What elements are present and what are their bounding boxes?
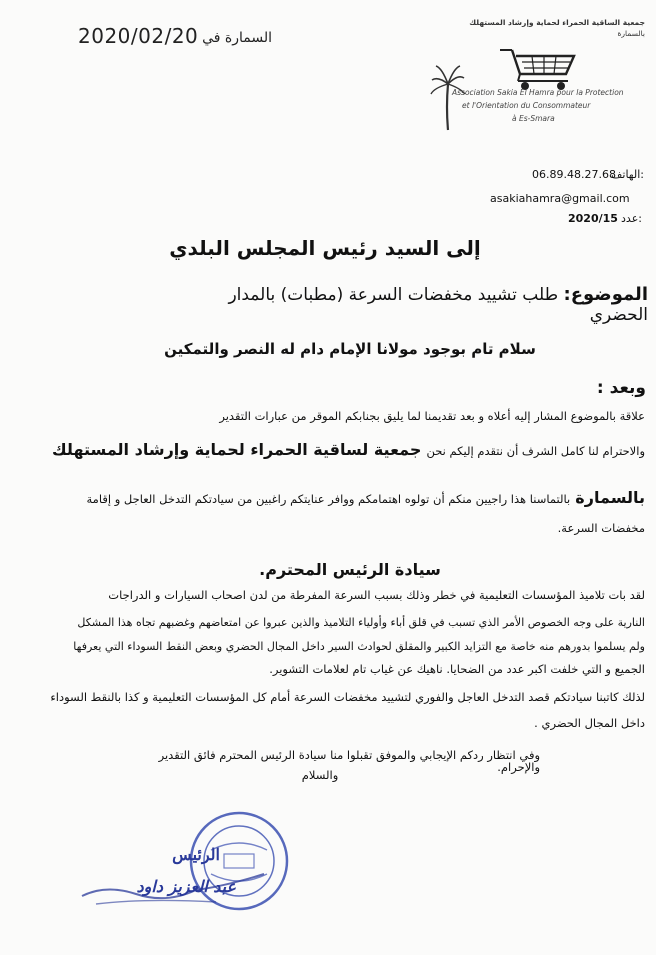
- assoc-name-ar-2: بالسمارة: [617, 29, 645, 38]
- honorific: سيادة الرئيس المحترم.: [259, 560, 441, 579]
- assoc-name-ar-1: جمعية الساقية الحمراء لحماية وإرشاد المستهلك: [469, 18, 645, 27]
- assoc-name-fr-3: à Es-Smara: [512, 114, 555, 123]
- assoc-name-fr-1: Association Sakia El Hamra pour la Protection: [452, 88, 624, 97]
- greeting: سلام تام بوجود مولانا الإمام دام له النصر والتمكين: [164, 340, 536, 358]
- subject-text: طلب تشييد مخفضات السرعة (مطبات) بالمدار الحضري: [228, 285, 648, 325]
- signature-name: عبد العزيز داود: [136, 877, 236, 896]
- city-name-inline: بالسمارة: [575, 488, 645, 507]
- paragraph-2-line-1: لقد بات تلاميذ المؤسسات التعليمية في خطر وذلك بسبب السرعة المفرطة من لدن اصحاب السيارات و الدراجات: [108, 588, 645, 602]
- paragraph-1-line-3: [30, 488, 645, 507]
- palm-tree-logo-icon: [430, 62, 466, 132]
- paragraph-1-line-1: علاقة بالموضوع المشار إليه أعلاه و بعد تقديمنا لما يليق بجنابكم الموقر من عبارات التقدير: [219, 409, 645, 423]
- paragraph-3-line-1: لذلك كاتبنا سيادتكم قصد التدخل العاجل والفوري لتشييد مخفضات السرعة أمام كل المؤسسات التعليمية و كذا بالنقط السوداء: [50, 690, 645, 704]
- paragraph-2-line-2: النارية على وجه الخصوص الأمر الذي تسبب في قلق أباء وأولياء التلاميذ والذين عبروا عن امتعاضهم وغضبهم تجاه هذا المشكل: [77, 616, 645, 629]
- paragraph-1-line-4: مخفضات السرعة.: [557, 521, 645, 535]
- paragraph-2-line-4: الجميع و التي خلفت اكبر عدد من الضحايا. ناهيك عن غياب تام لعلامات التشوير.: [269, 662, 645, 676]
- reference-label: عدد:: [621, 212, 642, 225]
- opening: وبعد :: [596, 378, 646, 398]
- phone-label: الهاتف:: [611, 168, 644, 181]
- handwritten-signature-icon: [76, 860, 276, 910]
- subject-line: [200, 284, 648, 325]
- reference-number: 2020/15: [568, 212, 618, 225]
- shopping-cart-logo-icon: [498, 46, 580, 92]
- paragraph-1-line-2-start: والاحترام لنا كامل الشرف أن نتقدم إليكم نحن: [426, 444, 645, 458]
- paragraph-1-line-2: [52, 440, 645, 459]
- email-address: asakiahamra@gmail.com: [490, 192, 630, 205]
- assoc-name-fr-2: et l'Orientation du Consommateur: [462, 101, 591, 110]
- paragraph-1-line-3-rest: بالتماسنا هذا راجيين منكم أن تولوه اهتمامكم ووافر عنايتكم راغبين من سيادتكم التدخل العاجل و إقامة: [86, 492, 571, 506]
- paragraph-2-line-3: ولم يسلموا بدورهم منه خاصة مع التزايد الكبير والمقلق لحوادث السير داخل المجال الحضري وبعض النقط السوداء التي يعرفها: [73, 640, 645, 653]
- letter-date: 2020/02/20: [78, 24, 199, 48]
- phone-number: 06.89.48.27.68: [532, 168, 616, 181]
- signature-title: الرئيس: [172, 845, 220, 864]
- letterhead: [440, 18, 645, 38]
- closing-sentence: وفي انتظار ردكم الإيجابي والموفق تقبلوا منا سيادة الرئيس المحترم فائق التقدير والإحرام.: [158, 748, 540, 774]
- association-name-inline: جمعية لساقية الحمراء لحماية وإرشاد المستهلك: [52, 440, 422, 459]
- addressee: إلى السيد رئيس المجلس البلدي: [169, 236, 481, 260]
- place-label: السمارة في: [202, 30, 272, 46]
- paragraph-3-line-2: داخل المجال الحضري .: [534, 716, 645, 730]
- salutation: والسلام: [301, 768, 339, 782]
- subject-label: الموضوع:: [563, 284, 648, 305]
